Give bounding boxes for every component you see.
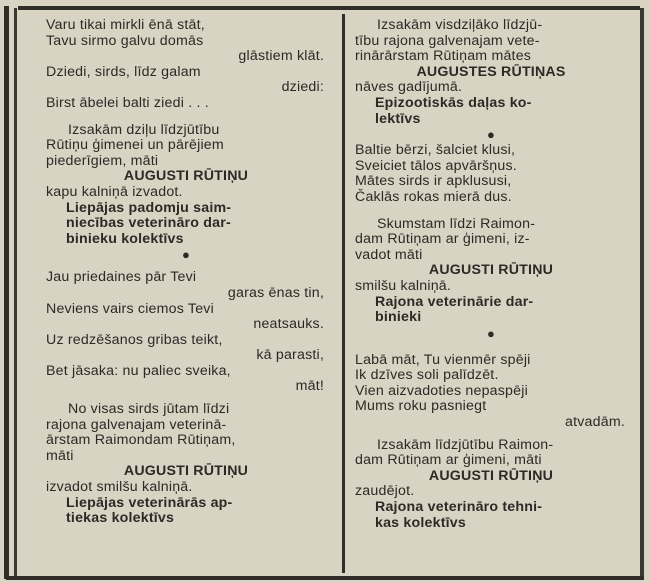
poem-line: dziedi: bbox=[281, 79, 324, 96]
signatory-line: Liepājas padomju saim- bbox=[66, 199, 232, 216]
right-column bbox=[355, 18, 627, 531]
notice-line: tību rajona galvenajam vete- bbox=[355, 32, 540, 49]
poem-line: neatsauks. bbox=[253, 316, 324, 333]
notice-line: Rūtiņu ģimenei un pārējiem bbox=[46, 137, 224, 154]
poem-line: Mātes sirds ir apklususi, bbox=[355, 173, 512, 190]
signatory-line: lektīvs bbox=[375, 110, 421, 127]
notice-line: smilšu kalniņā. bbox=[355, 277, 452, 294]
poem-line: māt! bbox=[295, 378, 324, 395]
poem-line: Varu tikai mirkli ēnā stāt, bbox=[46, 17, 205, 33]
deceased-name: AUGUSTI RŪTIŅU bbox=[428, 262, 554, 279]
right-condolence-1 bbox=[355, 18, 627, 127]
deceased-name: AUGUSTI RŪTIŅU bbox=[123, 168, 249, 185]
frame-bottom-border bbox=[6, 576, 644, 580]
deceased-name: AUGUSTES RŪTIŅAS bbox=[416, 63, 566, 80]
notice-line: No visas sirds jūtam līdzi bbox=[68, 401, 230, 418]
poem-line: Neviens vairs ciemos Tevi bbox=[46, 300, 214, 317]
notice-line: Izsakām visdziļāko līdzjū- bbox=[377, 17, 543, 33]
poem-line: Birst ābelei balti ziedi . . . bbox=[46, 94, 209, 111]
poem-line: Čaklās rokas mierā dus. bbox=[355, 188, 512, 205]
notice-line: Izsakām līdzjūtību Raimon- bbox=[377, 436, 554, 453]
left-poem-2 bbox=[46, 270, 326, 395]
signatory-line: Rajona veterinārie dar- bbox=[375, 293, 534, 310]
signatory-line: binieku kolektīvs bbox=[66, 230, 184, 247]
right-condolence-2 bbox=[355, 217, 627, 326]
notice-line: māti bbox=[46, 447, 74, 464]
signatory-line: Liepājas veterinārās ap- bbox=[66, 494, 233, 511]
notice-line: kapu kalniņā izvadot. bbox=[46, 183, 183, 200]
signatory-line: binieki bbox=[375, 309, 422, 326]
signatory-line: tiekas kolektīvs bbox=[66, 510, 175, 527]
right-poem-2 bbox=[355, 353, 627, 431]
notice-line: rajona galvenajam veterinā- bbox=[46, 416, 227, 433]
right-poem-1 bbox=[355, 143, 627, 205]
frame-left-border bbox=[4, 6, 9, 579]
notice-line: piederīgiem, māti bbox=[46, 152, 159, 169]
poem-line: Ik dzīves soli palīdzēt. bbox=[355, 367, 499, 384]
poem-line: Mums roku pasniegt bbox=[355, 398, 487, 415]
poem-line: Labā māt, Tu vienmēr spēji bbox=[355, 351, 531, 368]
right-condolence-3 bbox=[355, 438, 627, 532]
signatory-line: niecības veterināro dar- bbox=[66, 215, 231, 232]
frame-top-border bbox=[18, 6, 640, 10]
notice-line: rinārārstam Rūtiņam mātes bbox=[355, 48, 532, 65]
poem-line: garas ēnas tin, bbox=[227, 284, 324, 301]
separator-bullet: ● bbox=[486, 127, 496, 143]
frame-right-border bbox=[640, 8, 644, 577]
notice-line: zaudējot. bbox=[355, 483, 415, 500]
deceased-name: AUGUSTI RŪTIŅU bbox=[123, 463, 249, 480]
left-condolence-1 bbox=[46, 123, 326, 248]
notice-line: Skumstam līdzi Raimon- bbox=[377, 215, 536, 232]
left-poem-1 bbox=[46, 18, 326, 112]
left-condolence-2 bbox=[46, 402, 326, 527]
notice-line: dam Rūtiņam ar ģimeni, māti bbox=[355, 452, 542, 469]
notice-line: nāves gadījumā. bbox=[355, 79, 463, 96]
deceased-name: AUGUSTI RŪTIŅU bbox=[428, 467, 554, 484]
poem-line: Bet jāsaka: nu paliec sveika, bbox=[46, 362, 231, 379]
poem-line: Tavu sirmo galvu domās bbox=[46, 32, 204, 49]
signatory-line: Epizootiskās daļas ko- bbox=[375, 94, 532, 111]
poem-line: glāstiem klāt. bbox=[238, 48, 324, 65]
frame-left-inner-border bbox=[14, 8, 17, 579]
signatory-line: kas kolektīvs bbox=[375, 514, 466, 531]
poem-line: atvadām. bbox=[565, 414, 625, 431]
notice-line: vadot māti bbox=[355, 246, 423, 263]
column-divider bbox=[342, 14, 345, 573]
poem-line: Sveiciet tālos apvāršņus. bbox=[355, 157, 517, 174]
separator-bullet: ● bbox=[486, 325, 496, 341]
notice-line: izvadot smilšu kalniņā. bbox=[46, 479, 193, 496]
poem-line: Dziedi, sirds, līdz galam bbox=[46, 63, 201, 80]
left-column bbox=[46, 18, 326, 527]
poem-line: Jau priedaines pār Tevi bbox=[46, 269, 197, 286]
poem-line: kā parasti, bbox=[256, 347, 324, 364]
poem-line: Uz redzēšanos gribas teikt, bbox=[46, 331, 223, 348]
notice-line: Izsakām dziļu līdzjūtību bbox=[68, 121, 220, 138]
poem-line: Baltie bērzi, šalciet klusi, bbox=[355, 142, 516, 159]
notice-line: dam Rūtiņam ar ģimeni, iz- bbox=[355, 231, 530, 248]
notice-line: ārstam Raimondam Rūtiņam, bbox=[46, 432, 236, 449]
signatory-line: Rajona veterināro tehni- bbox=[375, 499, 543, 516]
poem-line: Vien aizvadoties nepaspēji bbox=[355, 382, 528, 399]
separator-bullet: ● bbox=[181, 247, 191, 263]
